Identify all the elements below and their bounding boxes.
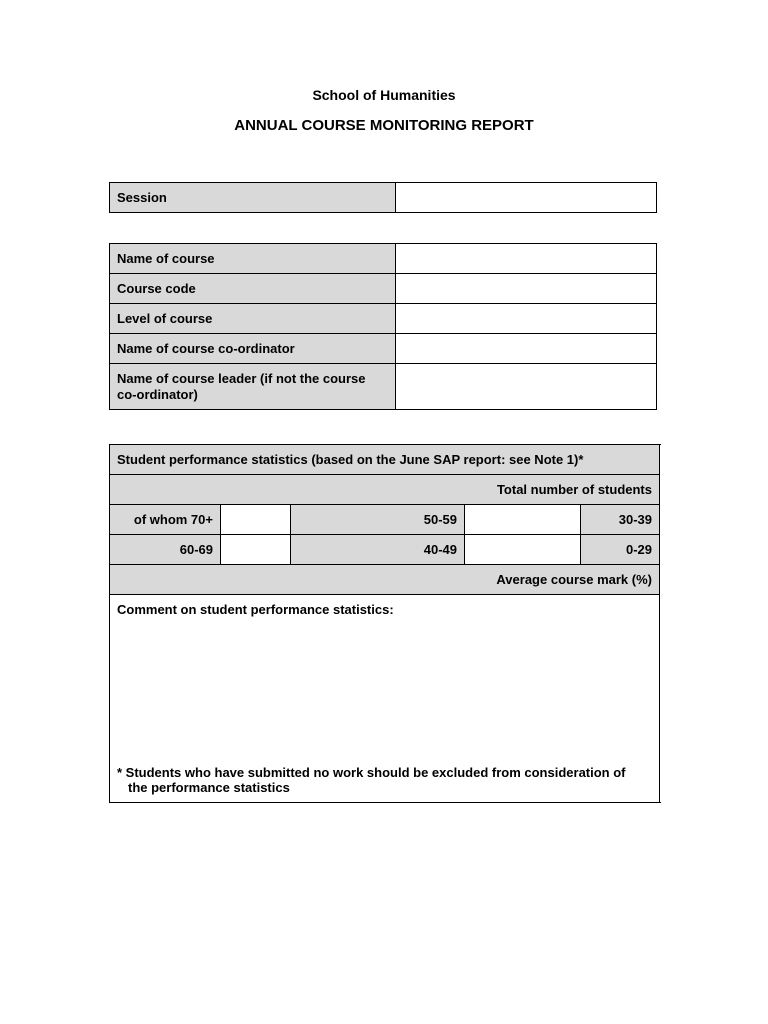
course-name-field[interactable]	[396, 244, 657, 274]
course-level-field[interactable]	[396, 304, 657, 334]
exclusion-note-line2: the performance statistics	[128, 780, 290, 795]
course-leader-label-line1: Name of course leader (if not the course	[117, 370, 366, 386]
session-field[interactable]	[396, 183, 657, 213]
band-70-field[interactable]	[221, 505, 291, 535]
course-level-row	[110, 304, 657, 334]
report-title: ANNUAL COURSE MONITORING REPORT	[234, 117, 534, 134]
course-code-label: Course code	[110, 274, 396, 304]
comment-label: Comment on student performance statistics:	[117, 602, 394, 617]
course-code-field[interactable]	[396, 274, 657, 304]
band-50-field[interactable]	[465, 505, 581, 535]
total-students-label: Total number of students	[110, 475, 660, 505]
exclusion-note	[117, 765, 649, 795]
band-30-label: 30-39	[581, 505, 660, 535]
course-name-row	[110, 244, 657, 274]
band-row-2	[110, 535, 660, 565]
comment-field[interactable]	[110, 595, 660, 803]
course-leader-label	[110, 364, 396, 410]
band-40-field[interactable]	[465, 535, 581, 565]
band-60-label: 60-69	[110, 535, 221, 565]
total-students-row	[110, 475, 660, 505]
band-60-field[interactable]	[221, 535, 291, 565]
coordinator-row	[110, 334, 657, 364]
coordinator-field[interactable]	[396, 334, 657, 364]
course-leader-row	[110, 364, 657, 410]
course-name-label: Name of course	[110, 244, 396, 274]
band-row-1	[110, 505, 660, 535]
course-level-label: Level of course	[110, 304, 396, 334]
course-leader-field[interactable]	[396, 364, 657, 410]
exclusion-note-line1: * Students who have submitted no work should be excluded from consideration of	[117, 765, 626, 780]
performance-stats-table	[109, 444, 660, 803]
school-name: School of Humanities	[312, 87, 456, 103]
band-70-label: of whom 70+	[110, 505, 221, 535]
band-0-label: 0-29	[581, 535, 660, 565]
session-row	[110, 183, 657, 213]
band-40-label: 40-49	[291, 535, 465, 565]
comment-row	[110, 595, 660, 803]
course-leader-label-line2: co-ordinator)	[117, 386, 198, 402]
stats-heading-row	[110, 445, 660, 475]
stats-heading: Student performance statistics (based on the June SAP report: see Note 1)*	[110, 445, 660, 475]
average-mark-label: Average course mark (%)	[110, 565, 660, 595]
session-label: Session	[110, 183, 396, 213]
band-50-label: 50-59	[291, 505, 465, 535]
average-mark-row	[110, 565, 660, 595]
session-table	[109, 182, 657, 213]
course-details-table	[109, 243, 657, 410]
coordinator-label: Name of course co-ordinator	[110, 334, 396, 364]
course-code-row	[110, 274, 657, 304]
